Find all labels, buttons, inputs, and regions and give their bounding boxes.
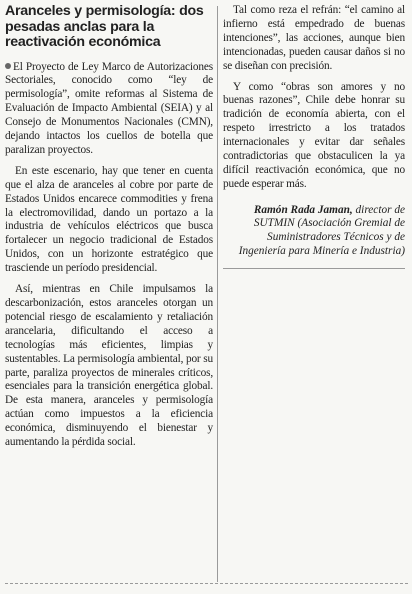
article-paragraph-3: Así, mientras en Chile impulsamos la descarbonización, estos aranceles otorgan un potencial riesgo de escalamiento y retaliación arancelaria, dificultando el acceso a tecnologías más eficientes, limpias y sustentables. La permisología ambiental, por su parte, paraliza proyectos de minerales críticos, esenciales para la transición energética global. De esta manera, aranceles y permisología actúan como impuestos a la eficiencia económica, disminuyendo el bienestar y aumentando la pérdida social.	[5, 283, 213, 449]
article-paragraph-1	[5, 61, 213, 158]
article-paragraph-5: Y como “obras son amores y no buenas razones”, Chile debe honrar su tradición de economía abierta, con el respeto irrestricto a los tratados internacionales y evitar dar señales contradictorias que obstaculicen la ya difícil reactivación económica, que no puede esperar más.	[223, 80, 405, 190]
bottom-rule	[5, 583, 408, 584]
author-name: Ramón Rada Jaman,	[253, 203, 353, 216]
signature-rule	[223, 268, 405, 269]
article-paragraph-2: En este escenario, hay que tener en cuenta que el alza de aranceles al cobre por parte de Estados Unidos encarece commodities y frena la electromovilidad, dando un portazo a la industria de vehículos eléctricos que busca fortalecer un negocio tradicional de Estados Unidos, con un horizonte estratégico que trasciende un período presidencial.	[5, 164, 213, 275]
right-column	[223, 4, 405, 269]
column-divider	[217, 6, 218, 582]
left-column	[5, 4, 213, 457]
article-headline: Aranceles y permisología: dos pesadas anclas para la reactivación económica	[5, 3, 204, 50]
article-paragraph-4: Tal como reza el refrán: “el camino al infierno está empedrado de buenas intenciones”, las acciones, aunque bien intencionadas, pueden causar daños si no se diseñan con precisión.	[223, 4, 405, 72]
author-role: director de SUTMIN (Asociación Gremial de Suministradores Técnicos y de Ingeniería para Minería e Industria)	[238, 203, 405, 257]
paragraph-text: El Proyecto de Ley Marco de Autorizaciones Sectoriales, conocido como “ley de permisología”, omite reformas al Sistema de Evaluación de Impacto Ambiental (SEIA) y al Consejo de Monumentos Nacionales (CMN), dejando intactos los cuellos de botella que paralizan proyectos.	[5, 60, 213, 156]
author-signature	[223, 204, 405, 258]
bullet-icon	[5, 63, 11, 69]
